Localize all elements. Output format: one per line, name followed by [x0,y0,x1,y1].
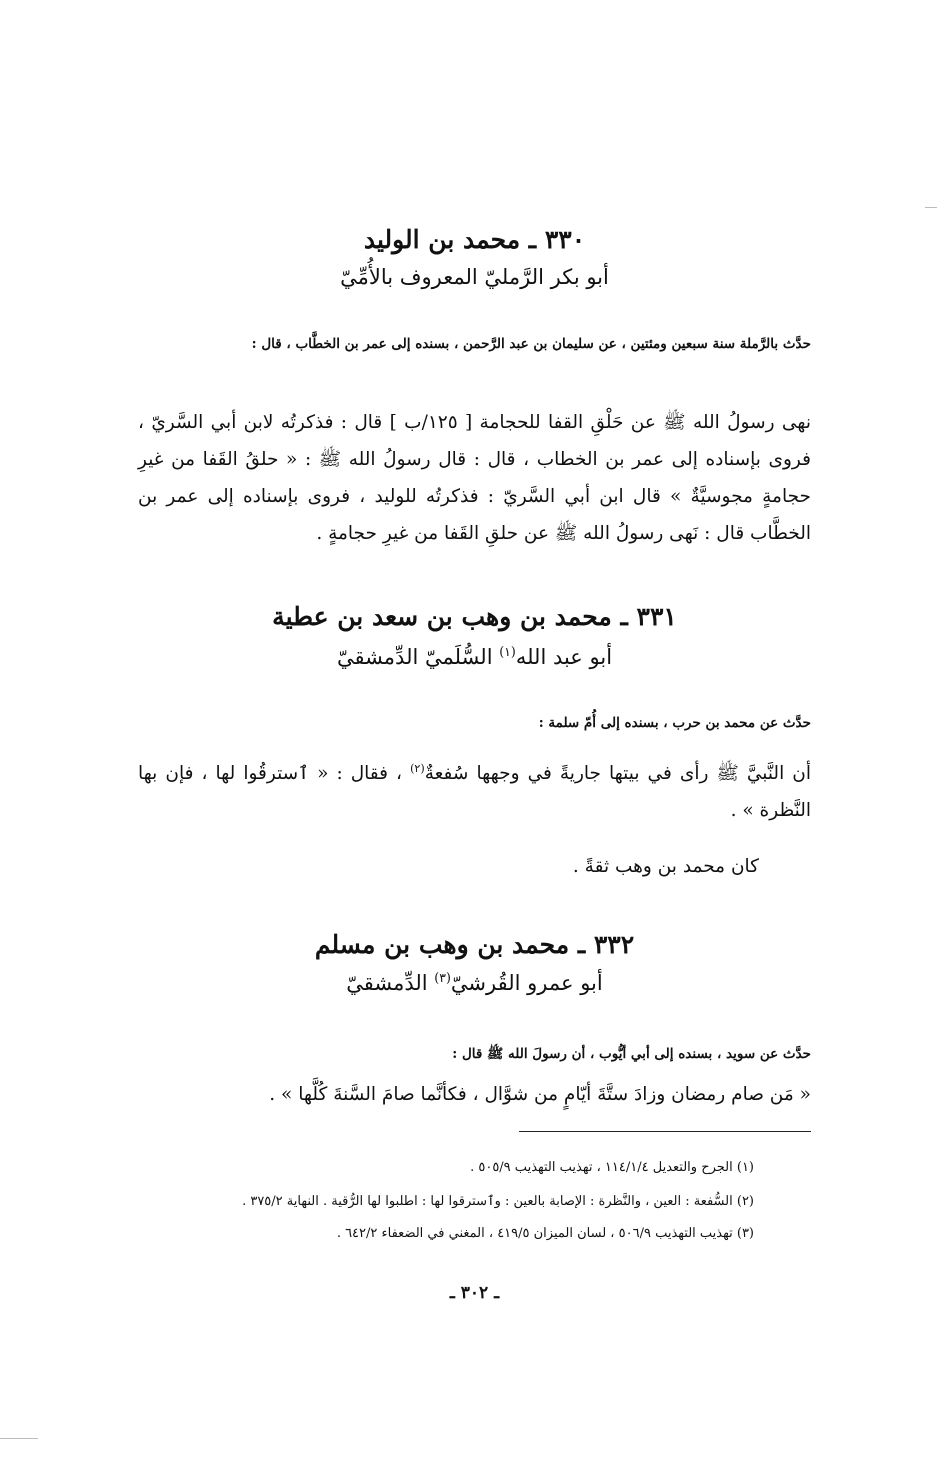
entry-331-text [138,750,811,829]
entry-332-isnad: حدَّث عن سويد ، بسنده إلى أبي أيُّوب ، أن رسولَ الله ﷺ قال : [452,1046,811,1062]
entry-331-text-part2: ، فقال : « ٱسترقُوا لها ، فإن بها النَّظرة » . [138,763,811,822]
scan-edge-mark [925,207,937,208]
entry-332-subtitle-nisba: الدِّمشقيّ [346,971,435,995]
entry-331-subtitle [0,644,949,669]
entry-330-text: نهى رسولُ الله ﷺ عن حَلْقِ القفا للحجامة [ ١٢٥/ب ] قال : فذكرتُه لابن أبي السَّريّ ، فروى بإسناده إلى عمر بن الخطاب ، قال : قال رسولُ الله ﷺ : « حلقُ القَفا من غيرِ حجامةٍ مجوسيَّةٌ » قال ابن أبي السَّريّ : فذكرتُه للوليد ، فروى بإسناده إلى عمر بن الخطَّاب قال : نَهى رسولُ الله ﷺ عن حلقِ القَفا من غيرِ حجامةٍ . [138,412,811,544]
page-number: ـ ٣٠٢ ـ [449,1283,500,1303]
footnote-3: (٣) تهذيب التهذيب ٥٠٦/٩ ، لسان الميزان ٤١٩/٥ ، المغني في الضعفاء ٦٤٢/٢ . [336,1226,754,1241]
entry-331-title: ٣٣١ ـ محمد بن وهب بن سعد بن عطية [272,602,677,631]
footnote-2: (٢) السُّفعة : العين ، والنَّظرة : الإصابة بالعين : وٱسترقوا لها : اطلبوا لها الرُّقية . النهاية ٣٧٥/٢ . [242,1194,754,1209]
entry-332-subtitle [0,970,949,995]
footnote-ref-1: (١) [499,644,516,659]
footnote-ref-3: (٣) [434,970,451,985]
entry-330-title: ٣٣٠ ـ محمد بن الوليد [363,225,586,254]
scan-bottom-mark [0,1438,38,1439]
entry-330-subtitle: أبو بكر الرَّمليّ المعروف بالأُمِّيّ [340,265,609,289]
entry-331-isnad: حدَّث عن محمد بن حرب ، بسنده إلى أُمّ سلمة : [538,715,811,731]
footnote-1: (١) الجرح والتعديل ١١٤/١/٤ ، تهذيب التهذيب ٥٠٥/٩ . [470,1160,754,1175]
entry-331-text-part1: أن النَّبيَّ ﷺ رأى في بيتها جاريةً في وجهها سُفعةٌ [424,763,811,785]
entry-330-isnad: حدَّث بالرَّملة سنة سبعين ومئتين ، عن سليمان بن عبد الرَّحمن ، بسنده إلى عمر بن الخطَّاب ، قال : [251,336,811,352]
footnote-ref-2: (٢) [410,762,425,775]
entry-331-note: كان محمد بن وهب ثقةً . [572,856,759,877]
entry-332-subtitle-kunya: أبو عمرو القُرشيّ [450,971,603,995]
entry-331-subtitle-nisba: السُّلَميّ الدِّمشقيّ [336,645,500,669]
entry-331-subtitle-kunya: أبو عبد الله [515,645,613,669]
entry-332-text: « مَن صام رمضان وزادَ ستَّةَ أيّامٍ من شوَّال ، فكأنَّما صامَ السَّنةَ كُلَّها » . [269,1084,811,1105]
footnote-separator [519,1131,811,1132]
entry-332-title: ٣٣٢ ـ محمد بن وهب بن مسلم [314,930,635,959]
